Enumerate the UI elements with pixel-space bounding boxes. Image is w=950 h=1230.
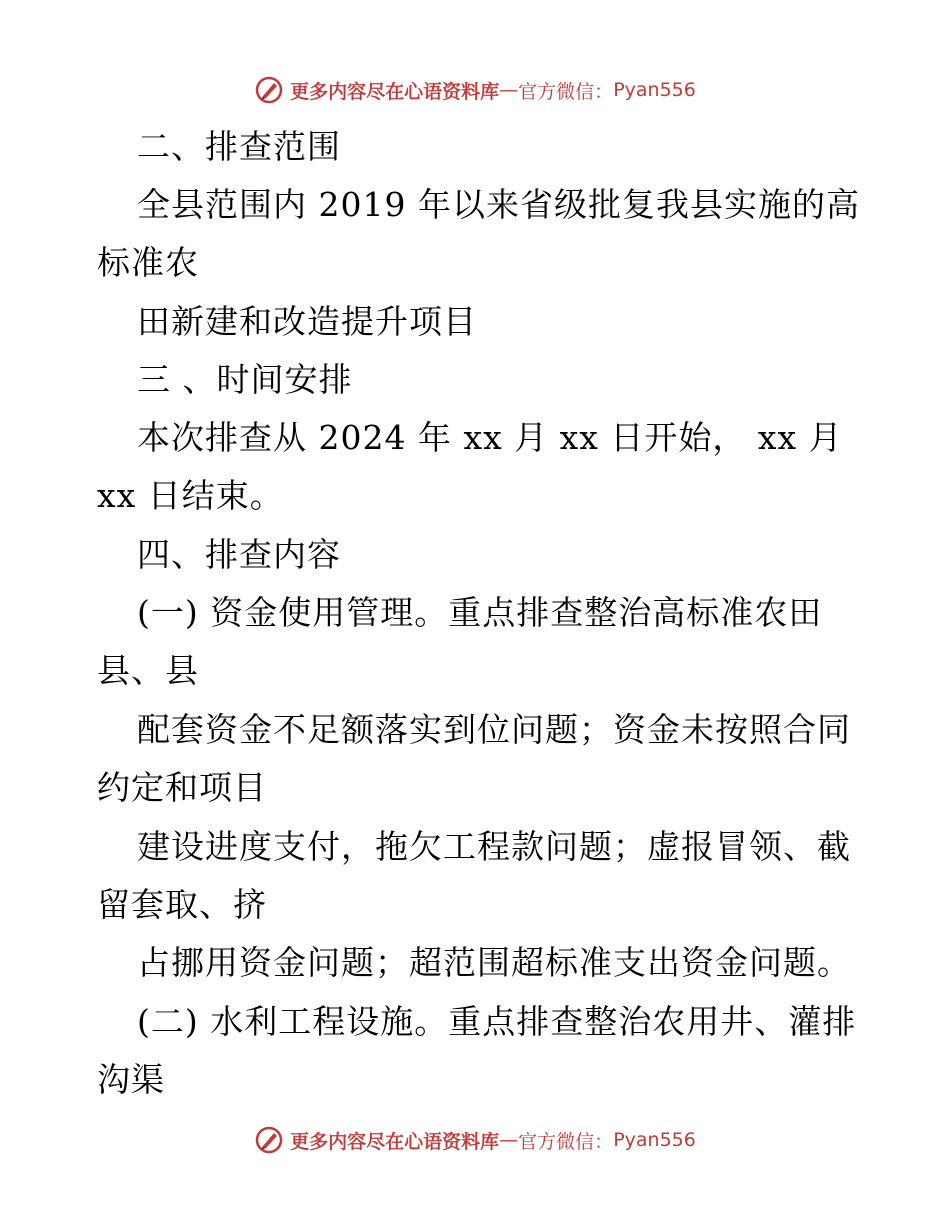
paragraph-line: 配套资金不足额落实到位问题；资金未按照合同 xyxy=(137,710,851,749)
watermark-separator: — xyxy=(499,1129,519,1151)
watermark-header xyxy=(0,70,950,110)
watermark-wechat-label: 官方微信： xyxy=(518,80,614,103)
paragraph-line: 留套取、挤 xyxy=(97,885,267,924)
watermark-brand: 更多内容尽在心语资料库 xyxy=(290,1130,500,1153)
watermark-footer xyxy=(0,1120,950,1160)
paragraph-line: 建设进度支付，拖欠工程款问题；虚报冒领、截 xyxy=(137,827,851,866)
pen-logo-icon xyxy=(254,75,284,105)
watermark-brand: 更多内容尽在心语资料库 xyxy=(290,80,500,103)
watermark-separator: — xyxy=(499,79,519,101)
paragraph-line: 沟渠 xyxy=(97,1060,165,1099)
paragraph-line: (一) 资金使用管理。重点排查整治高标准农田 xyxy=(137,593,823,632)
paragraph-line: 标准农 xyxy=(97,243,199,282)
watermark-wechat-id: Pyan556 xyxy=(613,79,696,101)
watermark-wechat-label: 官方微信： xyxy=(518,1130,614,1153)
paragraph-line: 占挪用资金问题；超范围超标准支出资金问题。 xyxy=(137,943,851,982)
section-heading-schedule: 三 、时间安排 xyxy=(137,360,353,399)
paragraph-line: 田新建和改造提升项目 xyxy=(137,302,477,341)
pen-logo-icon xyxy=(254,1125,284,1155)
paragraph-line: 全县范围内 2019 年以来省级批复我县实施的高 xyxy=(137,185,860,224)
paragraph-line: 本次排查从 2024 年 xx 月 xx 日开始， xx 月 xyxy=(137,418,843,457)
section-heading-scope: 二、排查范围 xyxy=(137,127,341,166)
paragraph-line: (二) 水利工程设施。重点排查整治农用井、灌排 xyxy=(137,1002,857,1041)
section-heading-content: 四、排查内容 xyxy=(137,535,341,574)
paragraph-line: xx 日结束。 xyxy=(97,476,284,515)
paragraph-line: 县、县 xyxy=(97,651,199,690)
paragraph-line: 约定和项目 xyxy=(97,768,267,807)
watermark-wechat-id: Pyan556 xyxy=(613,1129,696,1151)
